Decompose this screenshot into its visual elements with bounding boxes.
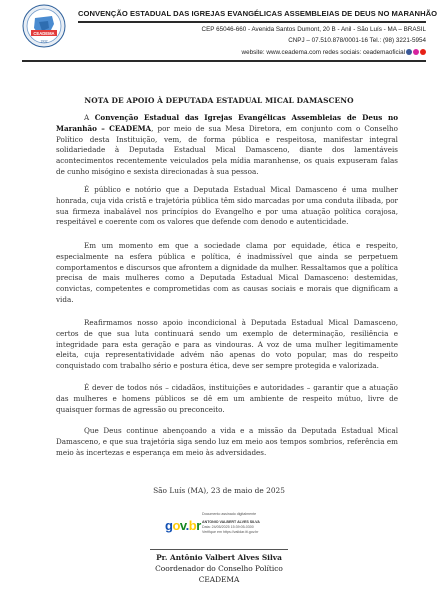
- web-line: [242, 49, 426, 56]
- p1-rest: , por meio de sua Mesa Diretora, em conjunto com o Conselho Político desta Instituição, vem, de forma pública e respeitosa, manifestar integral solidariedade à Deputada Estadual Mical Damasceno, diante dos lamentáveis acontecimentos recentemente veiculados pela mídia maranhense, os quais expuseram falas de cunho misógino e sexista direcionadas à sua pessoa.: [56, 123, 398, 176]
- paragraph-1: [56, 113, 398, 178]
- facebook-icon[interactable]: [406, 49, 412, 55]
- header-rule-bottom: [22, 60, 426, 62]
- p1-bold: Convenção Estadual das Igrejas Evangélicas Assembleias de Deus no Maranhão – CEADEMA: [56, 113, 398, 133]
- p4-text: Reafirmamos nosso apoio incondicional à Deputada Estadual Mical Damasceno, certos de que sua luta continuará sendo um exemplo de determinação, resiliência e integridade para esta geração e para as vindouras. A voz de uma mulher legitimamente eleita, cuja representatividade advém não apenas do voto popular, mas do respeito conquistado com trabalho sério e postura ética, deve ser sempre protegida e valorizada.: [56, 318, 398, 371]
- p3-text: Em um momento em que a sociedade clama por equidade, ética e respeito, especialmente na esfera pública e política, é inadmissível que ainda se perpetuem comportamentos e discursos que afrontem a dignidade da mulher. Ressaltamos que a política precisa de mais mulheres como a Deputada Estadual Mical Damasceno: destemidas, convictas, competentes e comprometidas com as causas sociais e morais que dignificam a vida.: [56, 241, 398, 304]
- p6-text: Que Deus continue abençoando a vida e a missão da Deputada Estadual Mical Damasceno, e que sua trajetória siga sendo luz em meio aos tempos sombrios, referência em meio às incertezas e esperança em meio às adversidades.: [56, 426, 398, 457]
- paragraph-2: [56, 185, 398, 228]
- paragraph-4: [56, 318, 398, 372]
- paragraph-3: [56, 241, 398, 306]
- digital-signature-stamp: [165, 508, 295, 546]
- letterhead: [0, 0, 438, 70]
- header-rule-top: [78, 21, 426, 23]
- contact-line: CNPJ – 07.510.878/0001-16 Tel.: (98) 3221-5954: [288, 37, 426, 44]
- govbr-verify[interactable]: Verifique em https://validar.iti.gov.br: [202, 530, 259, 534]
- org-name: CONVENÇÃO ESTADUAL DAS IGREJAS EVANGÉLICAS ASSEMBLEIAS DE DEUS NO MARANHÃO: [78, 9, 438, 18]
- document-date: São Luís (MA), 23 de maio de 2025: [153, 486, 285, 495]
- govbr-signer: ANTONIO VALBERT ALVES SILVA: [202, 520, 260, 524]
- signer-role: Coordenador do Conselho Político: [155, 564, 283, 573]
- youtube-icon[interactable]: [420, 49, 426, 55]
- govbr-logo: gov.br: [165, 518, 201, 533]
- paragraph-6: [56, 426, 398, 458]
- govbr-line-1: Documento assinado digitalmente: [202, 512, 257, 516]
- p1-lead: A: [84, 113, 95, 122]
- web-text: website: www.ceadema.com redes sociais: ceademaoficial: [241, 49, 405, 56]
- p5-text: É dever de todos nós – cidadãos, instituições e autoridades – garantir que a atuação das mulheres e homens públicos se dê em um ambiente de respeito mútuo, livre de quaisquer formas de agressão ou preconceito.: [56, 383, 398, 414]
- logo-text: CEADEMA: [33, 30, 55, 36]
- instagram-icon[interactable]: [413, 49, 419, 55]
- signature-line: [150, 549, 288, 550]
- paragraph-5: [56, 383, 398, 415]
- ceadema-logo: [22, 4, 66, 48]
- logo-year: 1932: [40, 39, 48, 44]
- govbr-date: Data: 24/05/2025 15:39:05-0300: [202, 525, 254, 529]
- signer-name: Pr. Antônio Valbert Alves Silva: [156, 553, 282, 562]
- signer-org: CEADEMA: [198, 575, 240, 584]
- p2-text: É público e notório que a Deputada Estadual Mical Damasceno é uma mulher honrada, cuja vida cristã e trajetória pública têm sido marcadas por uma conduta ilibada, por sua firmeza inabalável nos princípios do Evangelho e por uma atuação política corajosa, respeitável e coerente com os valores que defende com denodo e autenticidade.: [56, 185, 398, 227]
- document-title: NOTA DE APOIO À DEPUTADA ESTADUAL MICAL DAMASCENO: [84, 96, 354, 105]
- address-line: CEP 65046-660 - Avenida Santos Dumont, 20 B - Anil - São Luís - MA – BRASIL: [201, 26, 426, 33]
